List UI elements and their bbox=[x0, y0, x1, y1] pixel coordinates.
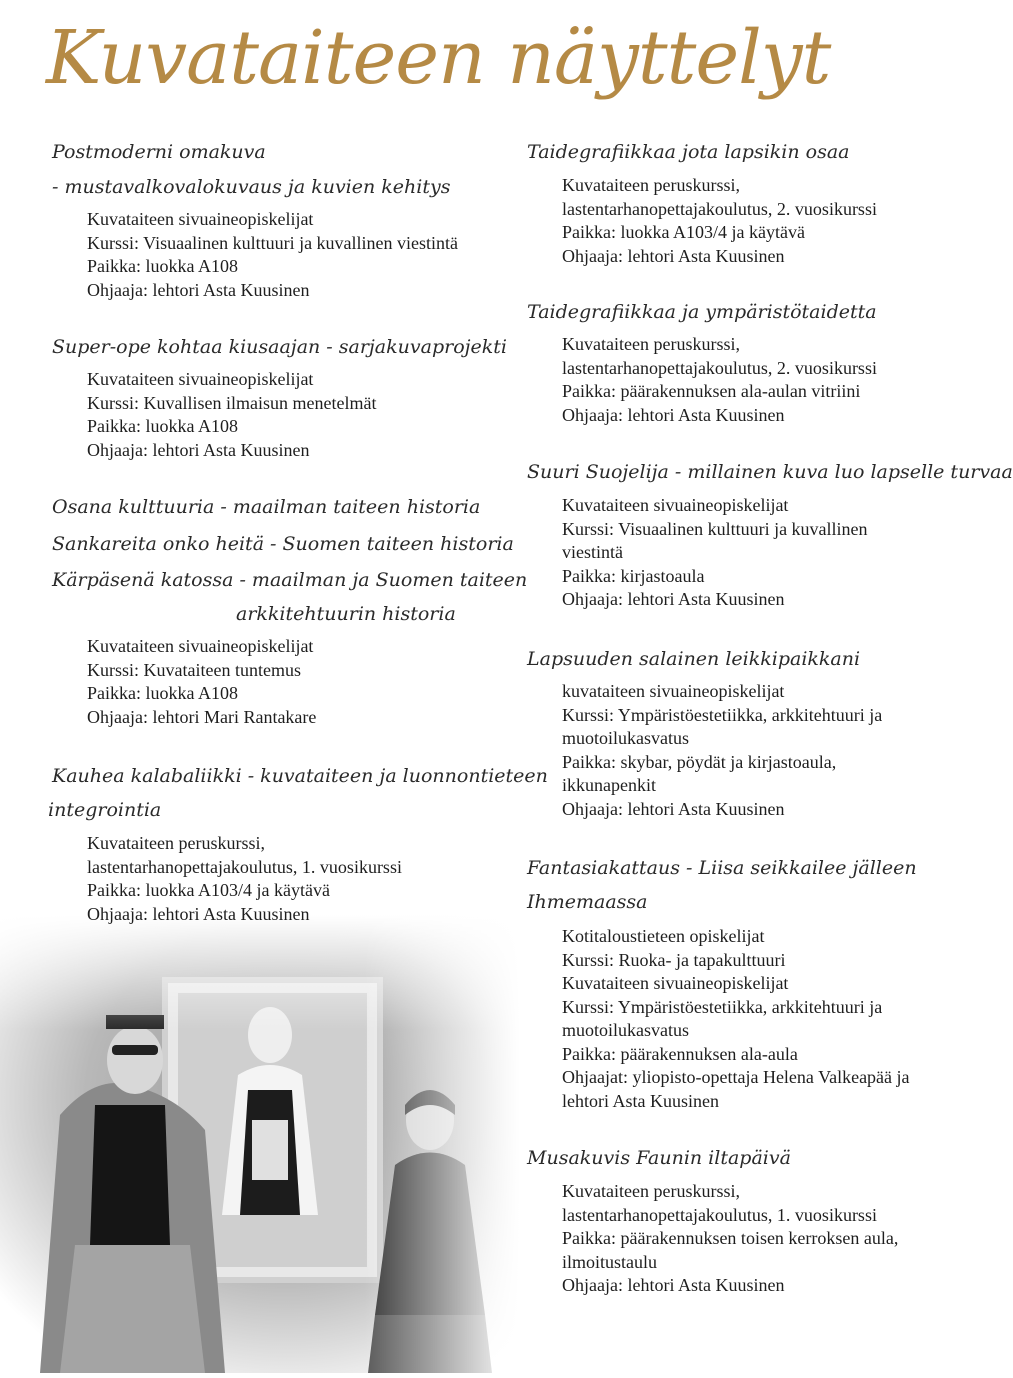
detail-line: viestintä bbox=[562, 542, 623, 562]
detail-line: Paikka: päärakennuksen ala-aulan vitriini bbox=[562, 381, 861, 401]
detail-line: Ohjaaja: lehtori Asta Kuusinen bbox=[87, 439, 310, 460]
detail-line: Kuvataiteen sivuaineopiskelijat bbox=[562, 973, 789, 993]
detail-line: Paikka: luokka A108 bbox=[87, 256, 238, 276]
section-heading: Fantasiakattaus - Liisa seikkailee jälleen bbox=[527, 857, 917, 879]
section-details bbox=[562, 174, 877, 268]
detail-line: muotoilukasvatus bbox=[562, 728, 689, 748]
detail-line: Paikka: luokka A108 bbox=[87, 683, 238, 703]
detail-line: Kuvataiteen sivuaineopiskelijat bbox=[87, 369, 314, 389]
detail-line: Kuvataiteen peruskurssi, bbox=[87, 833, 265, 853]
section-heading: Kauhea kalabaliikki - kuvataiteen ja luonnontieteen bbox=[52, 765, 548, 787]
detail-line: Kurssi: Kuvataiteen tuntemus bbox=[87, 659, 301, 680]
detail-line: Kuvataiteen peruskurssi, bbox=[562, 334, 740, 354]
detail-line: lastentarhanopettajakoulutus, 1. vuosikurssi bbox=[562, 1204, 877, 1225]
detail-line: Ohjaaja: lehtori Asta Kuusinen bbox=[87, 903, 310, 924]
detail-line: ilmoitustaulu bbox=[562, 1251, 658, 1272]
section-heading: Postmoderni omakuva bbox=[52, 141, 266, 163]
section-heading: Taidegrafiikkaa ja ympäristötaidetta bbox=[527, 301, 877, 323]
detail-line: Ohjaaja: lehtori Asta Kuusinen bbox=[562, 589, 785, 609]
section-details bbox=[87, 208, 458, 302]
detail-line: Paikka: päärakennuksen toisen kerroksen aula, bbox=[562, 1228, 899, 1248]
detail-line: kuvataiteen sivuaineopiskelijat bbox=[562, 681, 785, 701]
section-heading: - mustavalkovalokuvaus ja kuvien kehitys bbox=[52, 176, 451, 198]
detail-line: Ohjaaja: lehtori Asta Kuusinen bbox=[87, 279, 310, 300]
section-heading: integrointia bbox=[48, 799, 162, 821]
section-heading: Taidegrafiikkaa jota lapsikin osaa bbox=[527, 141, 850, 163]
detail-line: lehtori Asta Kuusinen bbox=[562, 1090, 719, 1111]
detail-line: Paikka: luokka A103/4 ja käytävä bbox=[87, 880, 330, 900]
section-details bbox=[562, 494, 868, 612]
detail-line: Paikka: luokka A108 bbox=[87, 416, 238, 436]
detail-line: Kurssi: Ympäristöestetiikka, arkkitehtuuri ja bbox=[562, 996, 883, 1017]
photo-illustration bbox=[0, 915, 520, 1373]
detail-line: Paikka: päärakennuksen ala-aula bbox=[562, 1043, 798, 1064]
detail-line: Kuvataiteen sivuaineopiskelijat bbox=[562, 495, 789, 515]
detail-line: muotoilukasvatus bbox=[562, 1020, 689, 1040]
detail-line: Kurssi: Ruoka- ja tapakulttuuri bbox=[562, 949, 786, 970]
detail-line: Ohjaaja: lehtori Asta Kuusinen bbox=[562, 404, 785, 425]
detail-line: Kuvataiteen sivuaineopiskelijat bbox=[87, 636, 314, 656]
section-details bbox=[562, 680, 882, 821]
detail-line: Ohjaaja: lehtori Asta Kuusinen bbox=[562, 1275, 785, 1295]
section-heading: Osana kulttuuria - maailman taiteen historia bbox=[52, 496, 481, 518]
section-details bbox=[562, 1180, 898, 1298]
detail-line: ikkunapenkit bbox=[562, 775, 656, 795]
detail-line: Paikka: luokka A103/4 ja käytävä bbox=[562, 222, 805, 242]
section-details bbox=[87, 368, 376, 462]
detail-line: Ohjaajat: yliopisto-opettaja Helena Valkeapää ja bbox=[562, 1067, 910, 1087]
section-details bbox=[562, 333, 877, 427]
detail-line: Kuvataiteen peruskurssi, bbox=[562, 1181, 740, 1201]
detail-line: Kurssi: Visuaalinen kulttuuri ja kuvallinen bbox=[562, 518, 868, 539]
section-heading: Lapsuuden salainen leikkipaikkani bbox=[527, 648, 861, 670]
detail-line: Paikka: kirjastoaula bbox=[562, 565, 705, 586]
section-heading: Kärpäsenä katossa - maailman ja Suomen taiteen bbox=[52, 569, 528, 591]
section-heading: Suuri Suojelija - millainen kuva luo lapselle turvaa bbox=[527, 461, 1013, 483]
detail-line: Ohjaaja: lehtori Asta Kuusinen bbox=[562, 245, 785, 266]
section-heading: Sankareita onko heitä - Suomen taiteen historia bbox=[52, 533, 514, 555]
section-details bbox=[87, 832, 402, 926]
detail-line: Kuvataiteen sivuaineopiskelijat bbox=[87, 209, 314, 229]
exhibition-photo bbox=[0, 915, 520, 1373]
detail-line: lastentarhanopettajakoulutus, 1. vuosikurssi bbox=[87, 856, 402, 877]
detail-line: Paikka: skybar, pöydät ja kirjastoaula, bbox=[562, 751, 837, 772]
detail-line: lastentarhanopettajakoulutus, 2. vuosikurssi bbox=[562, 357, 877, 378]
detail-line: Ohjaaja: lehtori Mari Rantakare bbox=[87, 706, 317, 727]
detail-line: Kurssi: Kuvallisen ilmaisun menetelmät bbox=[87, 392, 377, 413]
section-details bbox=[562, 925, 910, 1113]
detail-line: lastentarhanopettajakoulutus, 2. vuosikurssi bbox=[562, 198, 877, 219]
detail-line: Kurssi: Ympäristöestetiikka, arkkitehtuuri ja bbox=[562, 704, 883, 725]
detail-line: Kurssi: Visuaalinen kulttuuri ja kuvallinen viestintä bbox=[87, 232, 459, 253]
detail-line: Ohjaaja: lehtori Asta Kuusinen bbox=[562, 798, 785, 819]
page-title: Kuvataiteen näyttelyt bbox=[46, 15, 831, 101]
section-heading: Musakuvis Faunin iltapäivä bbox=[527, 1147, 791, 1169]
section-heading: Super-ope kohtaa kiusaajan - sarjakuvaprojekti bbox=[52, 336, 507, 358]
section-heading: Ihmemaassa bbox=[527, 891, 648, 913]
section-details bbox=[87, 635, 316, 729]
detail-line: Kotitaloustieteen opiskelijat bbox=[562, 926, 765, 946]
section-heading: arkkitehtuurin historia bbox=[236, 603, 456, 625]
detail-line: Kuvataiteen peruskurssi, bbox=[562, 175, 740, 195]
